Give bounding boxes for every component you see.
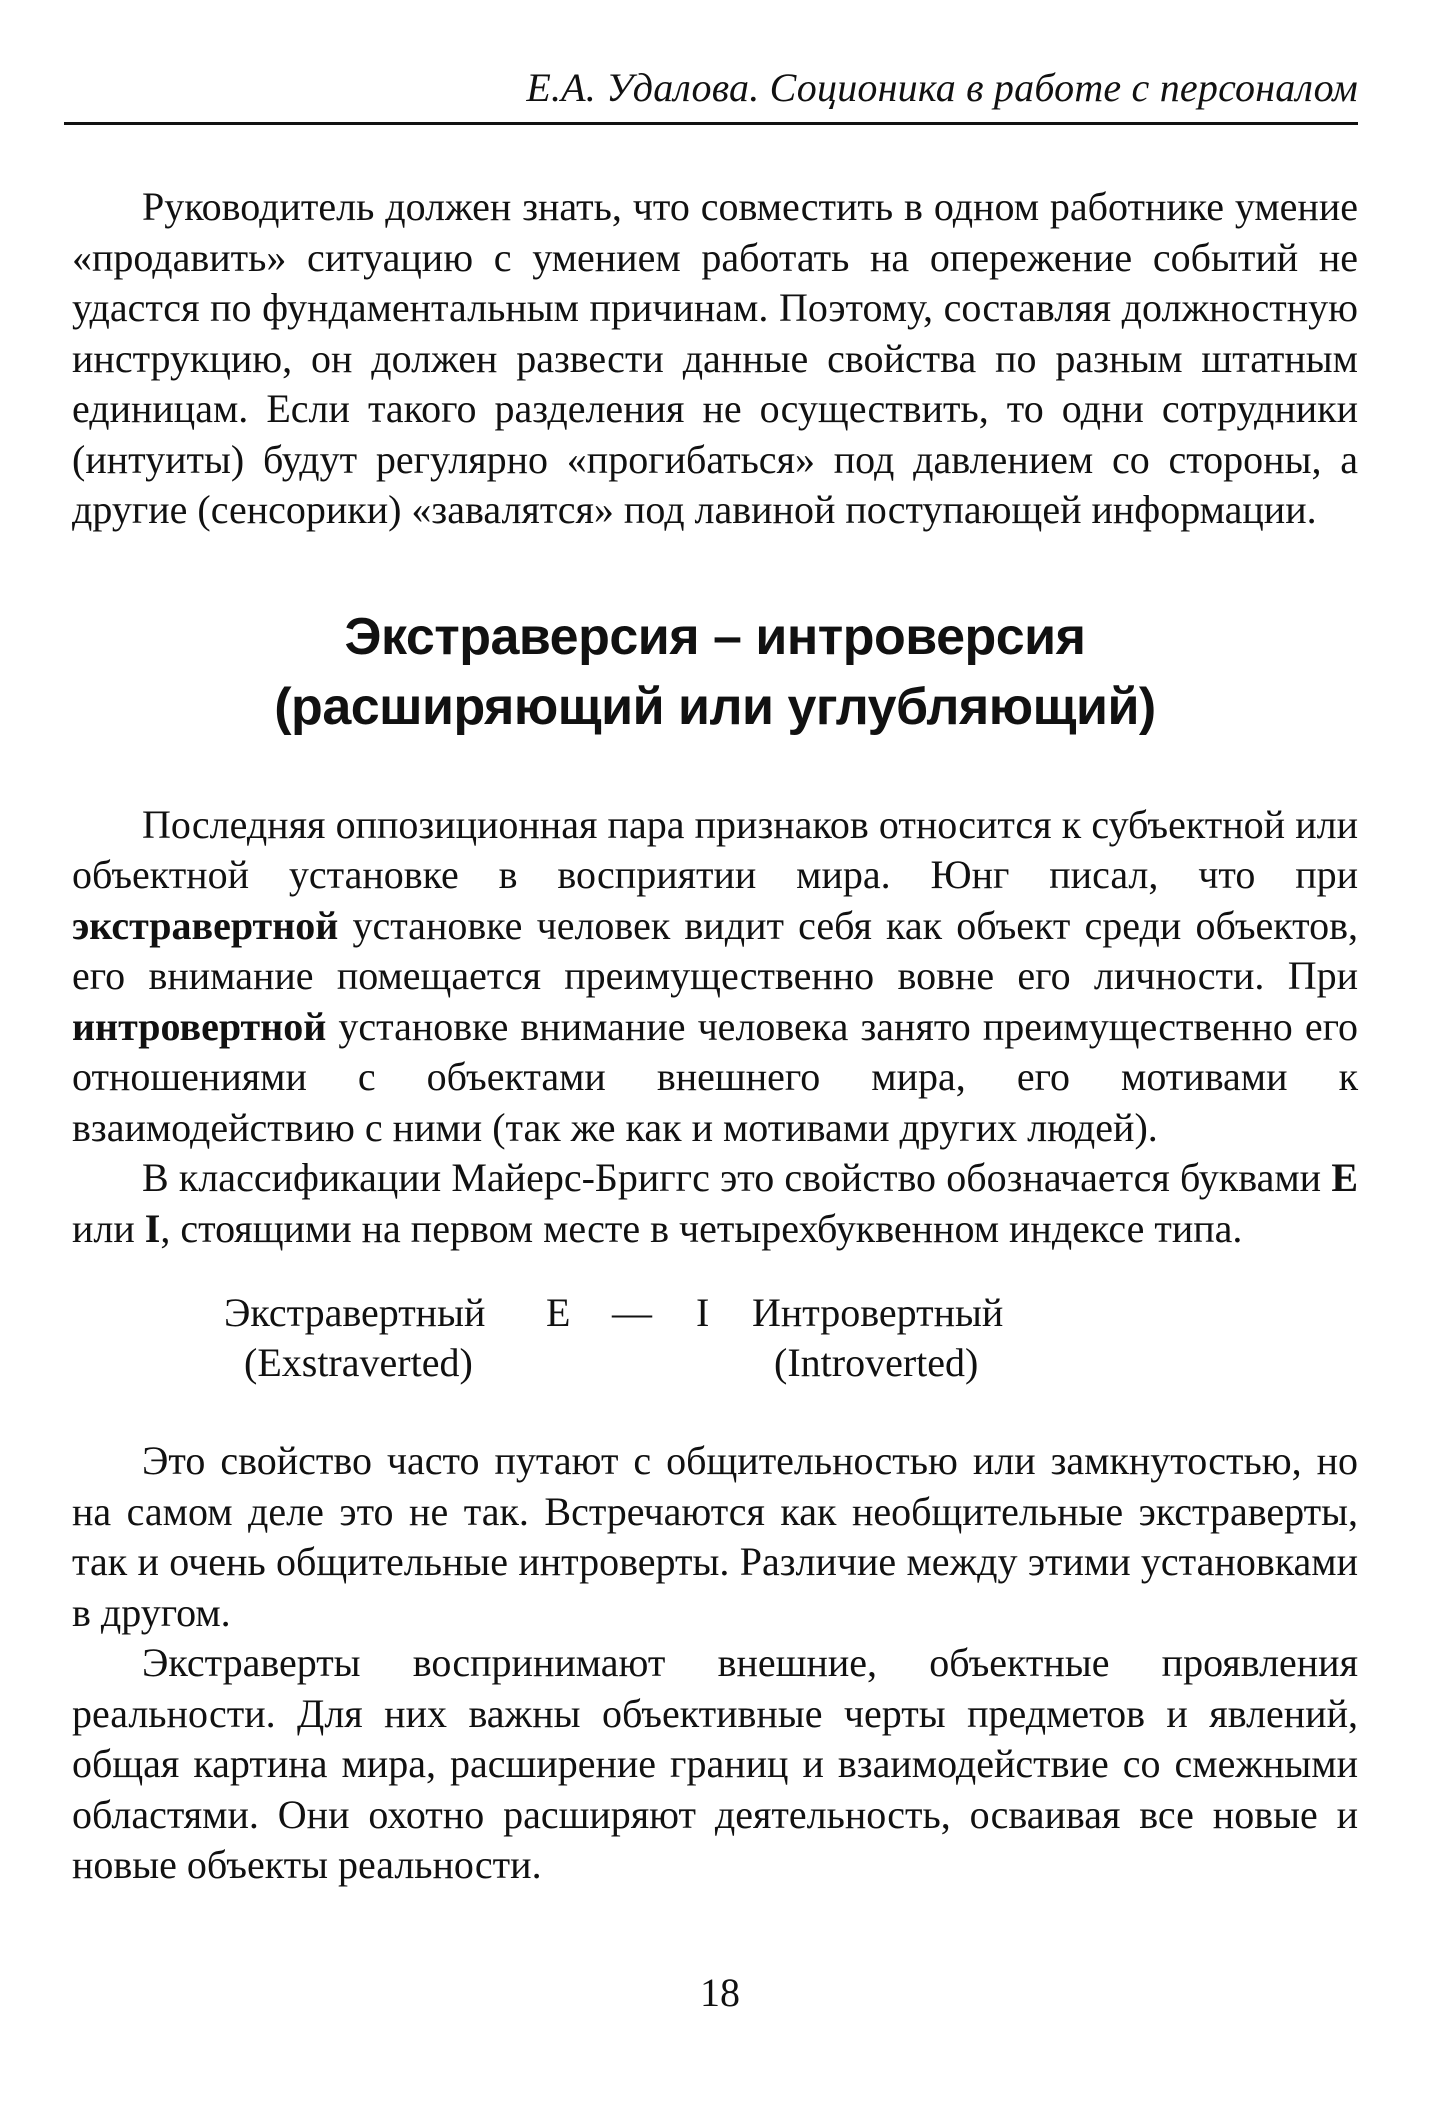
type-pair-row-english [72, 1338, 1358, 1388]
text-run: установке внимание человека занято преимущественно его отношениями с объектами внешнего мира, его мотивами к взаимодействию с ними (так же как и мотивами других людей). [72, 1003, 1358, 1150]
text-run: В классификации Майерс-Бриггс это свойство обозначается буквами [142, 1155, 1332, 1200]
paragraph-sociability: Это свойство часто путают с общительностью или замкнутостью, но на самом деле это не так. Встречаются как необщительные экстраверты, так и очень общительные интроверты. Различие между этими установками в другом. [72, 1438, 1358, 1635]
text-run: установке человек видит себя как объект среди объектов, его внимание помещается преимущественно вовне его личности. При [72, 902, 1358, 998]
paragraph-jung-attitude [72, 800, 1358, 1154]
text-run: Последняя оппозиционная пара признаков относится к субъектной или объектной установке в восприятии мира. Юнг писал, что при [72, 801, 1358, 897]
page-body [72, 182, 1358, 1891]
extraverted-english: (Exstraverted) [244, 1340, 473, 1385]
introverted-label: Интровертный [752, 1290, 1004, 1335]
term-extraverted: экстравертной [72, 902, 339, 948]
header-rule [64, 122, 1358, 125]
type-pair-block [72, 1288, 1358, 1388]
section-title-line-1: Экстраверсия – интроверсия [344, 607, 1086, 666]
paragraph-extraverts: Экстраверты воспринимают внешние, объектные проявления реальности. Для них важны объективные черты предметов и явлений, общая картина мира, расширение границ и взаимодействие со смежными областями. Они охотно расширяют деятельность, осваивая все новые и новые объекты реальности. [72, 1640, 1358, 1887]
paragraph-manager-duties: Руководитель должен знать, что совместить в одном работнике умение «продавить» ситуацию с умением работать на опережение событий не удастся по фундаментальным причинам. Поэтому, составляя должностную инструкцию, он должен развести данные свойства по разным штатным единицам. Если такого разделения не осуществить, то одни сотрудники (интуиты) будут регулярно «прогибаться» под давлением со стороны, а другие (сенсорики) «завалятся» под лавиной поступающей информации. [72, 184, 1358, 532]
text-run: или [72, 1205, 145, 1251]
letter-e: Е [1331, 1155, 1358, 1200]
section-title-line-2: (расширяющий или углубляющий) [274, 677, 1156, 736]
letter-i: I [144, 1205, 161, 1251]
page-number: 18 [700, 1970, 740, 2015]
extraverted-label: Экстравертный [224, 1290, 486, 1335]
letter-i-label: I [696, 1290, 710, 1335]
running-header: Е.А. Удалова. Соционика в работе с персоналом [526, 65, 1358, 110]
section-title [72, 602, 1358, 742]
pair-dash: — [612, 1290, 652, 1335]
introverted-english: (Introverted) [774, 1340, 979, 1385]
term-introverted: интровертной [72, 1003, 327, 1049]
type-pair-row-russian [72, 1288, 1358, 1338]
text-run: , стоящими на первом месте в четырехбуквенном индексе типа. [160, 1205, 1243, 1251]
letter-e-label: E [546, 1290, 571, 1335]
paragraph-myers-briggs [72, 1153, 1358, 1254]
